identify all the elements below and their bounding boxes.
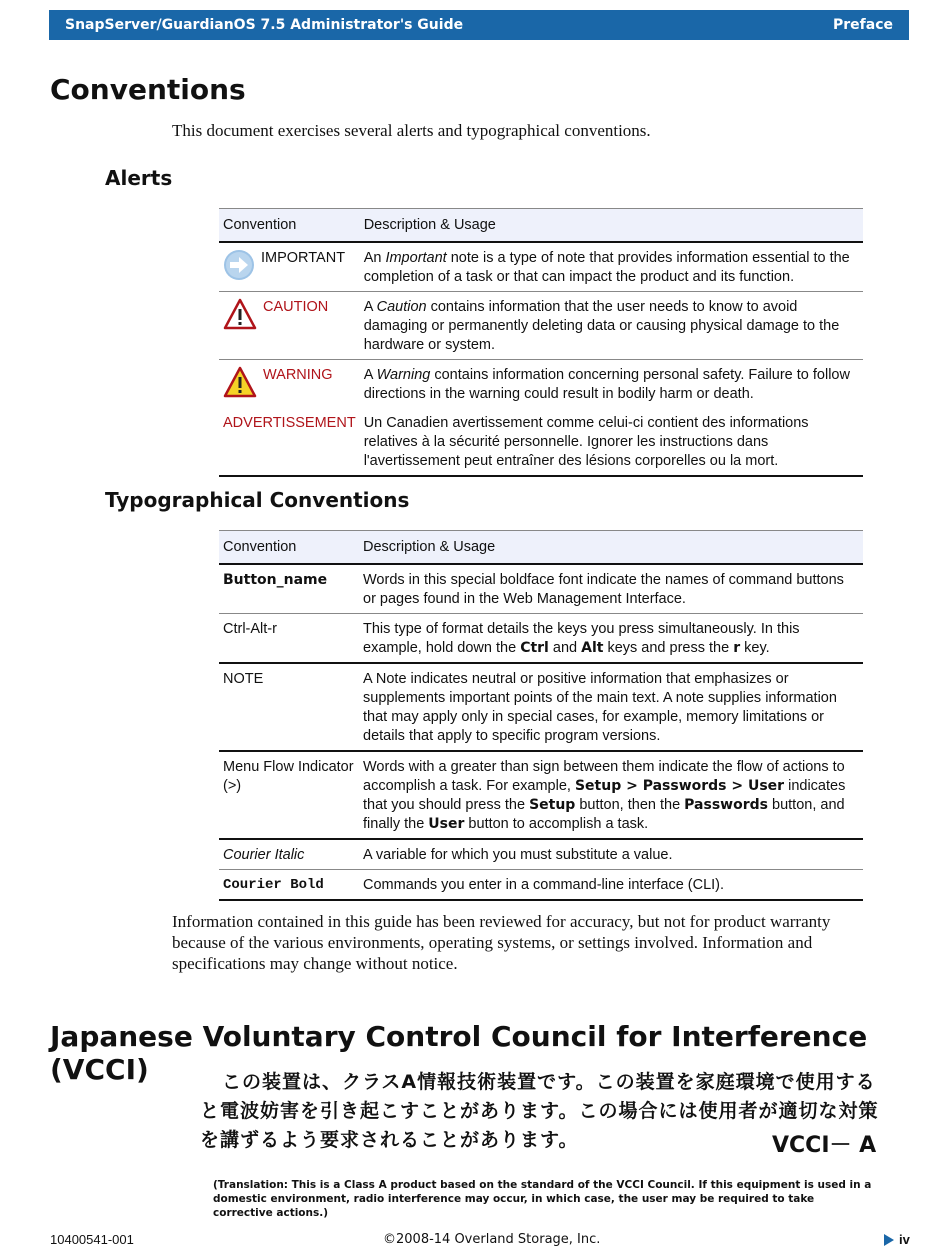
alerts-col-convention: Convention (219, 209, 360, 243)
page-number: iv (884, 1232, 910, 1247)
table-row (219, 564, 863, 614)
menu-flow-description: Words with a greater than sign between them indicate the flow of actions to accomplish a task. For example, Setup > Passwords > User indicates that you should press the Setup button, then the Passwords button, and finally the User button to accomplish a task. (359, 751, 863, 839)
courier-bold-description: Commands you enter in a command-line interface (CLI). (359, 870, 863, 901)
important-description: An Important note is a type of note that provides information essential to the completion of a task or that can impact the product and its function. (360, 242, 863, 292)
alerts-heading: Alerts (105, 166, 173, 190)
guide-title: SnapServer/GuardianOS 7.5 Administrator's Guide (65, 17, 464, 33)
table-row (219, 870, 863, 901)
advertissement-description: Un Canadien avertissement comme celui-ci contient des informations relatives à la sécurité personnelle. Ignorer les instructions dans l'avertissement peut entraîner des lésions corporelles ou la mort. (360, 408, 863, 476)
warning-icon (223, 366, 257, 404)
caution-icon (223, 298, 257, 336)
conventions-heading: Conventions (50, 73, 246, 106)
doc-number: 10400541-001 (50, 1232, 134, 1247)
courier-italic-description: A variable for which you must substitute a value. (359, 839, 863, 870)
button-name-description: Words in this special boldface font indicate the names of command buttons or pages found in the Web Management Interface. (359, 564, 863, 614)
typo-col-description: Description & Usage (359, 531, 863, 565)
vcci-translation: (Translation: This is a Class A product based on the standard of the VCCI Council. If this equipment is used in a domestic environment, radio interference may occur, in which case, the user may be required to take corrective actions.) (213, 1179, 872, 1219)
alerts-col-description: Description & Usage (360, 209, 863, 243)
warning-description: A Warning contains information concerning personal safety. Failure to follow directions in the warning could result in bodily harm or death. (363, 367, 850, 402)
alerts-table (219, 208, 863, 477)
advertissement-label: ADVERTISSEMENT (219, 408, 360, 476)
caution-label: CAUTION (263, 299, 329, 315)
table-row (219, 408, 863, 476)
table-row (219, 839, 863, 870)
disclaimer-paragraph: Information contained in this guide has been reviewed for accuracy, but not for product warranty because of the various environments, operating systems, or settings involved. Information and specifications may change without notice. (172, 912, 831, 973)
next-page-icon[interactable] (884, 1234, 894, 1246)
conventions-intro: This document exercises several alerts and typographical conventions. (172, 121, 651, 140)
table-row (219, 614, 863, 664)
ctrl-label: Ctrl-Alt-r (219, 614, 359, 664)
vcci-heading: Japanese Voluntary Control Council for Interference (VCCI) (50, 1020, 868, 1086)
caution-description: A Caution contains information that the user needs to know to avoid damaging or permanently deleting data or causing physical damage to the hardware or system. (360, 292, 863, 360)
header-bar (49, 10, 909, 40)
warning-label: WARNING (263, 367, 333, 383)
table-row (219, 292, 863, 360)
table-row (219, 751, 863, 839)
arrow-icon (223, 249, 255, 287)
menu-flow-label: Menu Flow Indicator (>) (219, 751, 359, 839)
section-name: Preface (833, 17, 893, 33)
vcci-japanese-text: この装置は、クラスA情報技術装置です。この装置を家庭環境で使用すると電波妨害を引き起こすことがあります。この場合には使用者が適切な対策を講ずるよう要求されることがあります。 (200, 1071, 879, 1151)
copyright: ©2008-14 Overland Storage, Inc. (383, 1232, 601, 1247)
typo-heading: Typographical Conventions (105, 488, 410, 512)
table-row (219, 242, 863, 292)
button-name-label: Button_name (219, 564, 359, 614)
courier-italic-label: Courier Italic (219, 839, 359, 870)
table-row (219, 663, 863, 751)
note-label: NOTE (219, 663, 359, 751)
note-description: A Note indicates neutral or positive information that emphasizes or supplements important points of the main text. A note supplies information that may apply only in special cases, for example, memory limitations or details that apply to specific program versions. (359, 663, 863, 751)
typo-table (219, 530, 863, 901)
ctrl-description: This type of format details the keys you press simultaneously. In this example, hold down the Ctrl and Alt keys and press the r key. (359, 614, 863, 664)
courier-bold-label: Courier Bold (219, 870, 359, 901)
vcci-mark: VCCI－ A (772, 1133, 877, 1158)
table-row (219, 360, 863, 409)
typo-col-convention: Convention (219, 531, 359, 565)
important-label: IMPORTANT (261, 250, 346, 266)
